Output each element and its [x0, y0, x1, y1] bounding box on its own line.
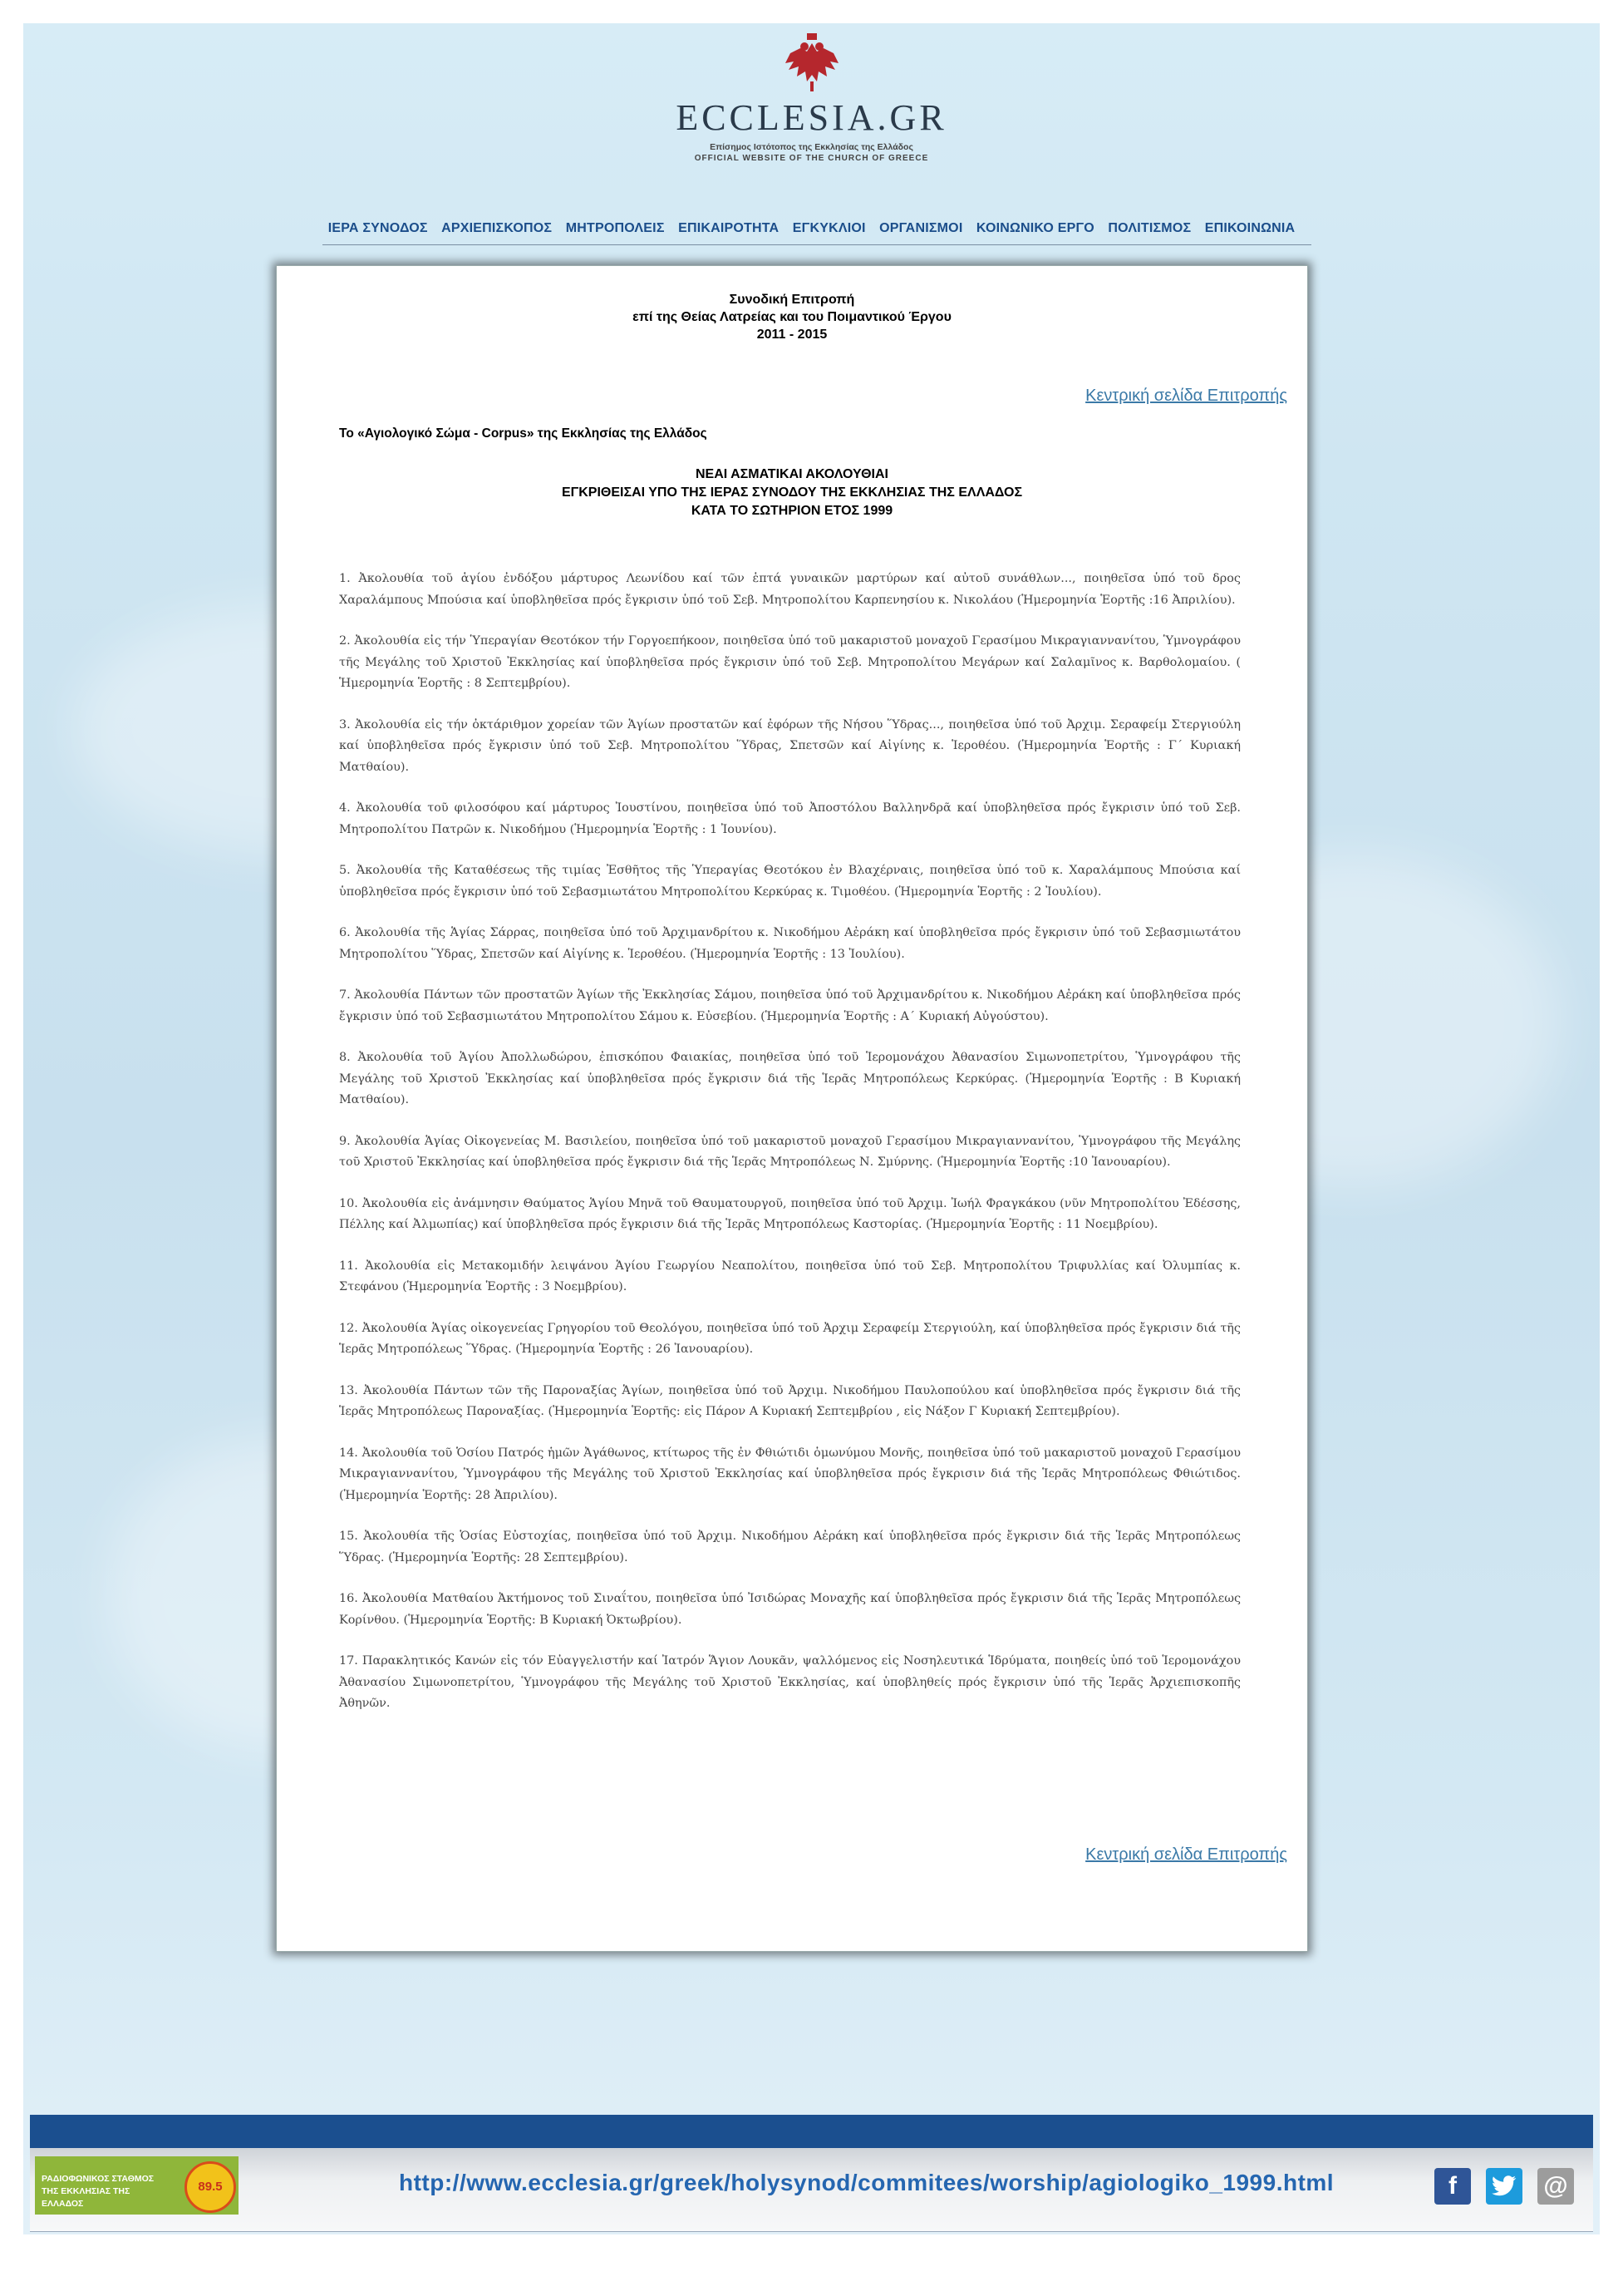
list-item: 16. Ἀκολουθία Ματθαίου Ἀκτήμονος τοῦ Σιναΐτου, ποιηθεῖσα ὑπό Ἰσιδώρας Μοναχῆς καί ὑποβληθεῖσα πρός ἔγκρισιν διά τῆς Ἱερᾶς Μητροπόλεως Κορίνθου. (Ἡμερομηνία Ἑορτῆς: Β Κυριακή Ὀκτωβρίου).	[339, 1592, 1241, 1627]
nav-item-culture[interactable]: ΠΟΛΙΤΙΣΜΟΣ	[1108, 221, 1192, 235]
section-heading-line: ΝΕΑΙ ΑΣΜΑΤΙΚΑΙ ΑΚΟΛΟΥΘΙΑΙ	[696, 467, 888, 481]
site-logo[interactable]	[23, 32, 1600, 163]
corpus-title: Το «Αγιολογικό Σώμα - Corpus» της Εκκλησίας της Ελλάδος	[339, 426, 707, 441]
nav-item-news[interactable]: ΕΠΙΚΑΙΡΟΤΗΤΑ	[678, 221, 780, 235]
list-item: 13. Ἀκολουθία Πάντων τῶν τῆς Παροναξίας Ἁγίων, ποιηθεῖσα ὑπό τοῦ Ἀρχιμ. Νικοδήμου Παυλοπούλου καί ὑποβληθεῖσα πρός ἔγκρισιν διά τῆς Ἱερᾶς Μητροπόλεως Παροναξίας. (Ἡμερομηνία Ἑορτῆς: εἰς Πάρον Α Κυριακή Σεπτεμβρίου , εἰς Νάξον Γ Κυριακή Σεπτεμβρίου).	[339, 1383, 1241, 1419]
list-item: 2. Ἀκολουθία εἰς τήν Ὑπεραγίαν Θεοτόκον τήν Γοργοεπήκοον, ποιηθεῖσα ὑπό τοῦ μακαριστοῦ μοναχοῦ Γερασίμου Μικραγιαννανίτου, Ὑμνογράφου τῆς Μεγάλης τοῦ Χριστοῦ Ἐκκλησίας καί ὑποβληθεῖσα πρός ἔγκρισιν ὑπό τοῦ Σεβ. Μητροπολίτου Μεγάρων καί Σαλαμῖνος κ. Βαρθολομαίου. ( Ἡμερομηνία Ἑορτῆς : 8 Σεπτεμβρίου).	[339, 634, 1241, 691]
radio-station-label	[42, 2173, 166, 2210]
list-item: 15. Ἀκολουθία τῆς Ὁσίας Εὐστοχίας, ποιηθεῖσα ὑπό τοῦ Ἀρχιμ. Νικοδήμου Αἐράκη καί ὑποβληθεῖσα πρός ἔγκρισιν διά τῆς Ἱερᾶς Μητροπόλεως Ὕδρας. (Ἡμερομηνία Ἑορτῆς: 28 Σεπτεμβρίου).	[339, 1530, 1241, 1564]
site-subtitle: Επίσημος Ιστότοπος της Εκκλησίας της Ελλάδος	[710, 142, 913, 152]
list-item: 12. Ἀκολουθία Ἁγίας οἰκογενείας Γρηγορίου τοῦ Θεολόγου, ποιηθεῖσα ὑπό τοῦ Ἀρχιμ Σεραφείμ Στεργιούλη, καί ὑποβληθεῖσα πρός ἔγκρισιν διά τῆς Ἱερᾶς Μητροπόλεως Ὕδρας. (Ἡμερομηνία Ἑορτῆς : 26 Ἰανουαρίου).	[339, 1321, 1241, 1357]
nav-item-organizations[interactable]: ΟΡΓΑΝΙΣΜΟΙ	[879, 221, 963, 235]
main-navigation	[23, 221, 1600, 236]
nav-divider	[322, 244, 1311, 245]
facebook-icon[interactable]: f	[1434, 2168, 1471, 2205]
list-item: 10. Ἀκολουθία εἰς ἀνάμνησιν Θαύματος Ἁγίου Μηνᾶ τοῦ Θαυματουργοῦ, ποιηθεῖσα ὑπό τοῦ Ἀρχιμ. Ἰωήλ Φραγκάκου (νῦν Μητροπολίτου Ἐδέσσης, Πέλλης καί Ἀλμωπίας) καί ὑποβληθεῖσα πρός ἔγκρισιν διά τῆς Ἱερᾶς Μητροπόλεως Καστορίας. (Ἡμερομηνία Ἑορτῆς : 11 Νοεμβρίου).	[339, 1196, 1241, 1232]
radio-station-banner[interactable]	[35, 2156, 239, 2215]
section-heading-line: ΕΓΚΡΙΘΕΙΣΑΙ ΥΠΟ ΤΗΣ ΙΕΡΑΣ ΣΥΝΟΔΟΥ ΤΗΣ ΕΚΚΛΗΣΙΑΣ ΤΗΣ ΕΛΛΑΔΟΣ	[561, 485, 1023, 500]
list-item: 17. Παρακλητικός Κανών εἰς τόν Εὐαγγελιστήν καί Ἰατρόν Ἅγιον Λουκᾶν, ψαλλόμενος εἰς Νοσηλευτικά Ἱδρύματα, ποιηθείς ὑπό τοῦ Ἱερομονάχου Ἀθανασίου Σιμωνοπετρίτου, Ὑμνογράφου τῆς Μεγάλης τοῦ Χριστοῦ Ἐκκλησίας, καί ὑποβληθείς πρός ἔγκρισιν ὑπό τῆς Ἱερᾶς Ἀρχιεπισκοπῆς Ἀθηνῶν.	[339, 1654, 1241, 1711]
entries-list	[339, 557, 1241, 1735]
site-name: ECCLESIA.GR	[676, 97, 947, 138]
heading-line: επί της Θείας Λατρείας και του Ποιμαντικού Έργου	[632, 310, 952, 324]
nav-item-holy-synod[interactable]: ΙΕΡΑ ΣΥΝΟΔΟΣ	[327, 221, 428, 235]
document-heading	[277, 291, 1307, 343]
twitter-bird-icon	[1492, 2175, 1517, 2197]
section-heading	[277, 466, 1307, 520]
footer-bar	[30, 2115, 1593, 2148]
nav-item-social-work[interactable]: ΚΟΙΝΩΝΙΚΟ ΕΡΓΟ	[976, 221, 1094, 235]
nav-item-encyclicals[interactable]: ΕΓΚΥΚΛΙΟΙ	[792, 221, 866, 235]
list-item: 11. Ἀκολουθία εἰς Μετακομιδήν λειψάνου Ἁγίου Γεωργίου Νεαπολίτου, ποιηθεῖσα ὑπό τοῦ Σεβ. Μητροπολίτου Τριφυλλίας καί Ὀλυμπίας κ. Στεφάνου (Ἡμερομηνία Ἑορτῆς : 3 Νοεμβρίου).	[339, 1259, 1241, 1294]
site-subtitle-english: OFFICIAL WEBSITE OF THE CHURCH OF GREECE	[694, 154, 929, 163]
nav-item-contact[interactable]: ΕΠΙΚΟΙΝΩΝΙΑ	[1204, 221, 1296, 235]
email-icon[interactable]: @	[1537, 2168, 1574, 2205]
page-url-link[interactable]: http://www.ecclesia.gr/greek/holysynod/commitees/worship/agiologiko_1999.html	[399, 2170, 1335, 2195]
twitter-icon[interactable]	[1486, 2168, 1522, 2205]
list-item: 3. Ἀκολουθία εἰς τήν ὀκτάριθμον χορείαν τῶν Ἁγίων προστατῶν καί ἐφόρων τῆς Νήσου Ὕδρας..., ποιηθεῖσα ὑπό τοῦ Ἀρχιμ. Σεραφείμ Στεργιούλη καί ὑποβληθεῖσα πρός ἔγκρισιν ὑπό τοῦ Σεβ. Μητροπολίτου Ὕδρας, Σπετσῶν καί Αἰγίνης κ. Ἱεροθέου. (Ἡμερομηνία Ἑορτῆς : Γ΄ Κυριακή Ματθαίου).	[339, 717, 1241, 774]
radio-frequency: 89.5	[198, 2180, 223, 2194]
list-item: 14. Ἀκολουθία τοῦ Ὁσίου Πατρός ἡμῶν Ἀγάθωνος, κτίτωρος τῆς ἐν Φθιώτιδι ὁμωνύμου Μονῆς, ποιηθεῖσα ὑπό τοῦ μακαριστοῦ μοναχοῦ Γερασίμου Μικραγιαννανίτου, Ὑμνογράφου τῆς Μεγάλης τοῦ Χριστοῦ Ἐκκλησίας καί ὑποβληθεῖσα πρός ἔγκρισιν διά τῆς Ἱερᾶς Μητροπόλεως Φθιώτιδος. (Ἡμερομηνία Ἑορτῆς: 28 Ἀπριλίου).	[339, 1446, 1241, 1502]
section-heading-line: ΚΑΤΑ ΤΟ ΣΩΤΗΡΙΟΝ ΕΤΟΣ 1999	[691, 504, 893, 518]
radio-label-line: ΤΗΣ ΕΚΚΛΗΣΙΑΣ ΤΗΣ ΕΛΛΑΔΟΣ	[42, 2186, 130, 2209]
list-item: 7. Ἀκολουθία Πάντων τῶν προστατῶν Ἁγίων τῆς Ἐκκλησίας Σάμου, ποιηθεῖσα ὑπό τοῦ Ἀρχιμανδρίτου κ. Νικοδήμου Αἐράκη καί ὑποβληθεῖσα πρός ἔγκρισιν ὑπό τοῦ Σεβασμιωτάτου Μητροπολίτου Σάμου κ. Εὐσεβίου. (Ἡμερομηνία Ἑορτῆς : Α΄ Κυριακή Αὐγούστου).	[339, 988, 1241, 1023]
list-item: 8. Ἀκολουθία τοῦ Ἁγίου Ἀπολλωδώρου, ἐπισκόπου Φαιακίας, ποιηθεῖσα ὑπό τοῦ Ἱερομονάχου Ἀθανασίου Σιμωνοπετρίτου, Ὑμνογράφου τῆς Μεγάλης τοῦ Χριστοῦ Ἐκκλησίας καί ὑποβληθεῖσα πρός ἔγκρισιν διά τῆς Ἱερᾶς Μητροπόλεως Κερκύρας. (Ἡμερομηνία Ἑορτῆς : Β Κυριακή Ματθαίου).	[339, 1051, 1241, 1107]
document-panel	[276, 265, 1308, 1952]
list-item: 4. Ἀκολουθία τοῦ φιλοσόφου καί μάρτυρος Ἰουστίνου, ποιηθεῖσα ὑπό τοῦ Ἀποστόλου Βαλληνδρᾶ καί ὑποβληθεῖσα πρός ἔγκρισιν ὑπό τοῦ Σεβ. Μητροπολίτου Πατρῶν κ. Νικοδήμου (Ἡμερομηνία Ἑορτῆς : 1 Ἰουνίου).	[339, 801, 1241, 836]
committee-home-link-bottom[interactable]: Κεντρική σελίδα Επιτροπής	[1085, 1845, 1287, 1864]
list-item: 1. Ἀκολουθία τοῦ ἁγίου ἐνδόξου μάρτυρος Λεωνίδου καί τῶν ἑπτά γυναικῶν μαρτύρων καί αὐτοῦ συνάθλων..., ποιηθεῖσα ὑπό τοῦ δρος Χαραλάμπους Μπούσια καί ὑποβληθεῖσα πρός ἔγκρισιν ὑπό τοῦ Σεβ. Μητροπολίτου Καρπενησίου κ. Νικολάου (Ἡμερομηνία Ἑορτῆς :16 Ἀπριλίου).	[339, 572, 1241, 607]
radio-logo-icon	[184, 2161, 236, 2213]
radio-label-line: ΡΑΔΙΟΦΩΝΙΚΟΣ ΣΤΑΘΜΟΣ	[42, 2174, 155, 2184]
list-item: 5. Ἀκολουθία τῆς Καταθέσεως τῆς τιμίας Ἐσθῆτος τῆς Ὑπεραγίας Θεοτόκου ἐν Βλαχέρναις, ποιηθεῖσα ὑπό τοῦ κ. Χαραλάμπους Μπούσια καί ὑποβληθεῖσα πρός ἔγκρισιν ὑπό τοῦ Σεβασμιωτάτου Μητροπολίτου Κερκύρας κ. Τιμοθέου. (Ἡμερομηνία Ἑορτῆς : 2 Ἰουλίου).	[339, 864, 1241, 899]
committee-home-link[interactable]: Κεντρική σελίδα Επιτροπής	[1085, 387, 1287, 405]
list-item: 9. Ἀκολουθία Ἁγίας Οἰκογενείας Μ. Βασιλείου, ποιηθεῖσα ὑπό τοῦ μακαριστοῦ μοναχοῦ Γερασίμου Μικραγιαννανίτου, Ὑμνογράφου τῆς Μεγάλης τοῦ Χριστοῦ Ἐκκλησίας καί ὑποβληθεῖσα πρός ἔγκρισιν διά τῆς Ἱερᾶς Μητροπόλεως Ν. Σμύρνης. (Ἡμερομηνία Ἑορτῆς :10 Ἰανουαρίου).	[339, 1134, 1241, 1170]
list-item: 6. Ἀκολουθία τῆς Ἁγίας Σάρρας, ποιηθεῖσα ὑπό τοῦ Ἀρχιμανδρίτου κ. Νικοδήμου Αἐράκη καί ὑποβληθεῖσα πρός ἔγκρισιν ὑπό τοῦ Σεβασμιωτάτου Μητροπολίτου Ὕδρας, Σπετσῶν καί Αἰγίνης κ. Ἱεροθέου. (Ἡμερομηνία Ἑορτῆς : 13 Ἰουλίου).	[339, 926, 1241, 961]
nav-item-metropolises[interactable]: ΜΗΤΡΟΠΟΛΕΙΣ	[565, 221, 665, 235]
heading-line: Συνοδική Επιτροπή	[729, 293, 855, 307]
double-headed-eagle-icon	[782, 32, 842, 93]
nav-item-archbishop[interactable]: ΑΡΧΙΕΠΙΣΚΟΠΟΣ	[441, 221, 553, 235]
heading-line: 2011 - 2015	[756, 328, 828, 342]
